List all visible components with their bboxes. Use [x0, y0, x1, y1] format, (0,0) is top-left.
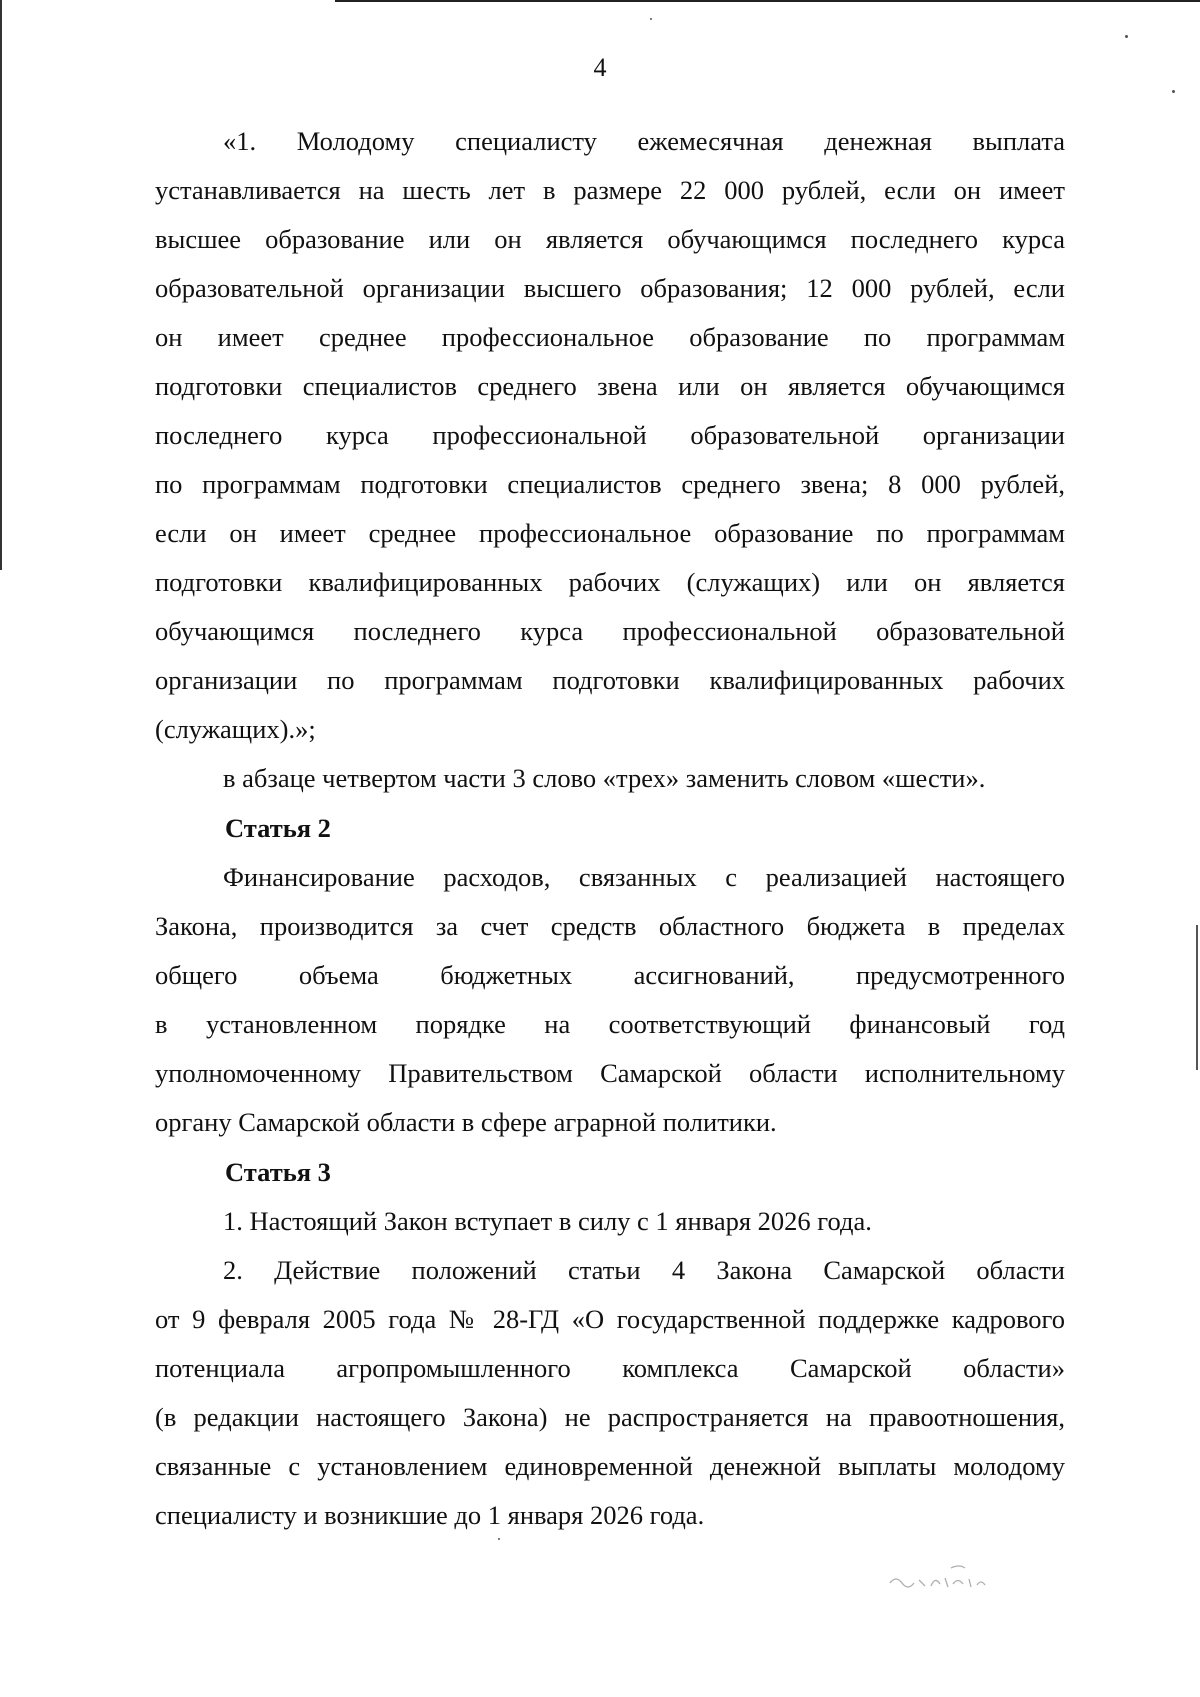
- article-3-item-1: 1. Настоящий Закон вступает в силу с 1 января 2026 года.: [223, 1206, 872, 1236]
- article-3-heading: Статья 3: [225, 1157, 331, 1187]
- scan-edge-top: [335, 0, 1200, 2]
- article-2: [155, 804, 1065, 1147]
- text-line: органу Самарской области в сфере аграрной политики.: [155, 1107, 777, 1137]
- text-line: последнего курса профессиональной образовательной организации: [155, 420, 1065, 450]
- article-3: [155, 1148, 1065, 1540]
- text-line: он имеет среднее профессиональное образование по программам: [155, 322, 1065, 352]
- text-line: организации по программам подготовки квалифицированных рабочих: [155, 665, 1065, 695]
- text-line: подготовки специалистов среднего звена или он является обучающимся: [155, 371, 1065, 401]
- text-line: по программам подготовки специалистов среднего звена; 8 000 рублей,: [155, 469, 1065, 499]
- text-line: высшее образование или он является обучающимся последнего курса: [155, 224, 1065, 254]
- text-line: специалисту и возникшие до 1 января 2026 года.: [155, 1500, 705, 1530]
- text-line: устанавливается на шесть лет в размере 22 000 рублей, если он имеет: [155, 175, 1065, 205]
- text-line: подготовки квалифицированных рабочих (служащих) или он является: [155, 567, 1065, 597]
- article-2-heading: Статья 2: [225, 813, 331, 843]
- text-line: связанные с установлением единовременной денежной выплаты молодому: [155, 1451, 1065, 1481]
- text-line: (служащих).»;: [155, 714, 316, 744]
- text-line: «1. Молодому специалисту ежемесячная денежная выплата: [223, 126, 1065, 156]
- amendment-line: в абзаце четвертом части 3 слово «трех» заменить словом «шести».: [223, 763, 986, 793]
- text-line: уполномоченному Правительством Самарской области исполнительному: [155, 1058, 1065, 1088]
- page-number: 4: [593, 53, 607, 82]
- text-line: в установленном порядке на соответствующий финансовый год: [155, 1009, 1065, 1039]
- scan-speck: [1125, 35, 1128, 38]
- scan-speck: [650, 18, 652, 20]
- amendment-quote-paragraph: [155, 117, 1065, 803]
- text-line: (в редакции настоящего Закона) не распространяется на правоотношения,: [155, 1402, 1065, 1432]
- text-line: обучающимся последнего курса профессиональной образовательной: [155, 616, 1065, 646]
- text-line: от 9 февраля 2005 года № 28-ГД «О государственной поддержке кадрового: [155, 1304, 1065, 1334]
- text-line: потенциала агропромышленного комплекса Самарской области»: [155, 1353, 1065, 1383]
- scan-edge-right: [1196, 925, 1198, 1070]
- text-line: 2. Действие положений статьи 4 Закона Самарской области: [223, 1255, 1065, 1285]
- text-line: если он имеет среднее профессиональное образование по программам: [155, 518, 1065, 548]
- text-line: Закона, производится за счет средств областного бюджета в пределах: [155, 911, 1065, 941]
- text-line: Финансирование расходов, связанных с реализацией настоящего: [223, 862, 1065, 892]
- text-line: общего объема бюджетных ассигнований, предусмотренного: [155, 960, 1065, 990]
- faint-scan-mark-icon: [885, 1558, 1005, 1598]
- scan-edge-left: [0, 0, 2, 570]
- text-line: образовательной организации высшего образования; 12 000 рублей, если: [155, 273, 1065, 303]
- faint-scan-mark: [885, 1558, 1005, 1598]
- scan-speck: [1172, 90, 1175, 93]
